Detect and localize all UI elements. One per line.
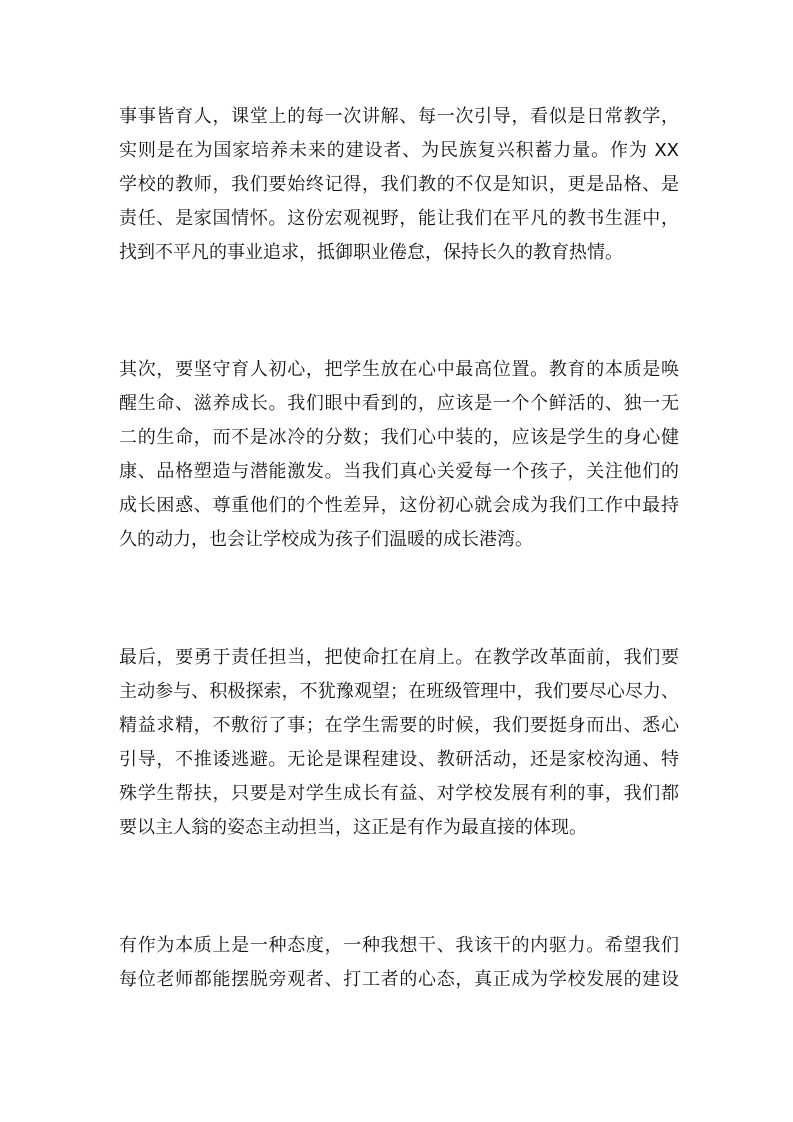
text-line: 醒生命、滋养成长。我们眼中看到的，应该是一个个鲜活的、独一无	[119, 393, 679, 414]
text-line: 二的生命，而不是冰冷的分数；我们心中装的，应该是学生的身心健	[119, 427, 679, 448]
text-line: 事事皆育人，课堂上的每一次讲解、每一次引导，看似是日常教学，	[119, 106, 679, 127]
text-line: 引导，不推诿逃避。无论是课程建设、教研活动，还是家校沟通、特	[119, 749, 679, 770]
text-line: 久的动力，也会让学校成为孩子们温暖的成长港湾。	[119, 529, 533, 550]
text-line: 殊学生帮扶，只要是对学生成长有益、对学校发展有利的事，我们都	[119, 783, 679, 804]
text-line: 康、品格塑造与潜能激发。当我们真心关爱每一个孩子，关注他们的	[119, 461, 679, 482]
text-line: 有作为本质上是一种态度，一种我想干、我该干的内驱力。希望我们	[119, 935, 679, 956]
text-line: 每位老师都能摆脱旁观者、打工者的心态，真正成为学校发展的建设	[119, 969, 679, 990]
paragraph-4	[119, 929, 679, 997]
text-line: 成长困惑、尊重他们的个性差异，这份初心就会成为我们工作中最持	[119, 495, 679, 516]
paragraph-2	[119, 353, 679, 557]
text-line: 主动参与、积极探索，不犹豫观望；在班级管理中，我们要尽心尽力、	[119, 681, 679, 702]
text-line: 实则是在为国家培养未来的建设者、为民族复兴积蓄力量。作为 XX	[119, 140, 679, 161]
text-line: 最后，要勇于责任担当，把使命扛在肩上。在教学改革面前，我们要	[119, 647, 679, 668]
text-line: 其次，要坚守育人初心，把学生放在心中最高位置。教育的本质是唤	[119, 359, 679, 380]
text-line: 学校的教师，我们要始终记得，我们教的不仅是知识，更是品格、是	[119, 174, 679, 195]
paragraph-1	[119, 100, 679, 270]
text-line: 要以主人翁的姿态主动担当，这正是有作为最直接的体现。	[119, 817, 587, 838]
text-line: 精益求精，不敷衍了事；在学生需要的时候，我们要挺身而出、悉心	[119, 715, 679, 736]
text-line: 责任、是家国情怀。这份宏观视野，能让我们在平凡的教书生涯中，	[119, 208, 679, 229]
text-line: 找到不平凡的事业追求，抵御职业倦怠，保持长久的教育热情。	[119, 242, 623, 263]
paragraph-3	[119, 641, 679, 845]
